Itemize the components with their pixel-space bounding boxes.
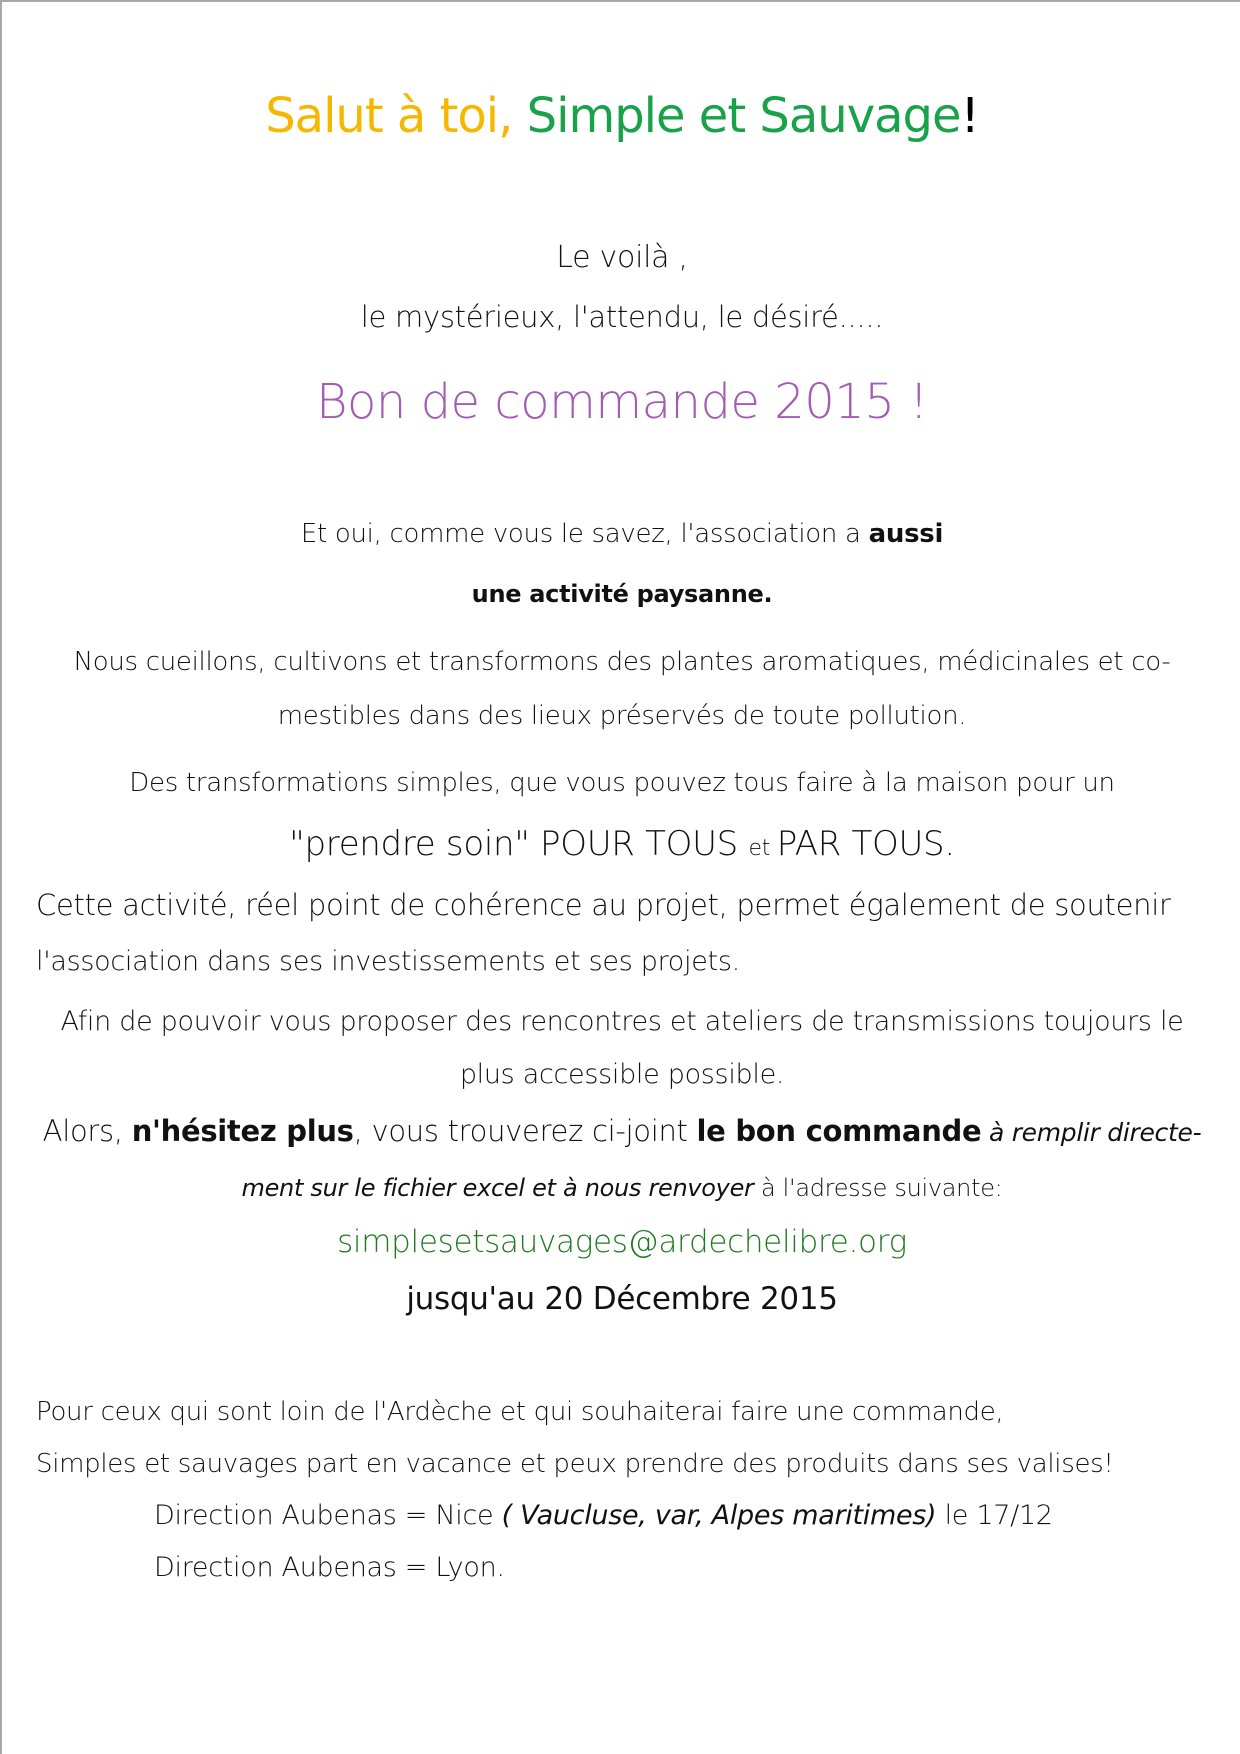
emphasis-activite-paysanne: une activité paysanne. bbox=[471, 580, 773, 608]
intro-line-1: Le voilà , bbox=[556, 240, 688, 275]
paragraph-coherence-line-2: l'association dans ses investissements et ses projets. bbox=[36, 946, 740, 977]
paragraph-transformations-line-1: Des transformations simples, que vous pouvez tous faire à la maison pour un bbox=[129, 768, 1115, 798]
greeting-part-salut: Salut à toi, bbox=[265, 88, 527, 144]
text-italic: ment sur le fichier excel et à nous renvoyer bbox=[241, 1174, 754, 1202]
route-regions: ( Vaucluse, var, Alpes maritimes) bbox=[501, 1500, 937, 1531]
paragraph-travel-line-2: Simples et sauvages part en vacance et peux prendre des produits dans ses valises! bbox=[36, 1449, 1114, 1479]
paragraph-plants-line-1: Nous cueillons, cultivons et transformons des plantes aromatiques, médicinales et co- bbox=[73, 647, 1171, 677]
text: Alors, bbox=[42, 1114, 132, 1148]
emphasis-hesitez: n'hésitez plus bbox=[131, 1114, 354, 1148]
paragraph-association-line-2 bbox=[2, 580, 1240, 608]
text-et: et bbox=[748, 836, 777, 861]
paragraph-travel-line-1: Pour ceux qui sont loin de l'Ardèche et qui souhaiterai faire une commande, bbox=[36, 1397, 1004, 1427]
emphasis-bon-commande: le bon commande bbox=[696, 1114, 982, 1148]
text: Et oui, comme vous le savez, l'association a bbox=[300, 519, 869, 549]
route-aubenas-nice bbox=[154, 1500, 1240, 1531]
text: PAR TOUS. bbox=[776, 824, 955, 864]
greeting-title bbox=[2, 88, 1240, 144]
text-italic: à remplir directe- bbox=[981, 1118, 1202, 1147]
emphasis-aussi: aussi bbox=[868, 519, 944, 549]
greeting-exclamation: ! bbox=[960, 88, 979, 144]
text: "prendre soin" POUR TOUS bbox=[289, 824, 749, 864]
paragraph-prendre-soin bbox=[2, 824, 1240, 864]
paragraph-coherence-line-1: Cette activité, réel point de cohérence au projet, permet également de soutenir bbox=[36, 888, 1171, 922]
route-aubenas-lyon: Direction Aubenas = Lyon. bbox=[154, 1552, 505, 1583]
order-deadline: jusqu'au 20 Décembre 2015 bbox=[406, 1281, 838, 1317]
text: , vous trouverez ci-joint bbox=[353, 1114, 697, 1148]
contact-email-link[interactable]: simplesetsauvages@ardechelibre.org bbox=[337, 1224, 907, 1260]
paragraph-plants-line-2: mestibles dans des lieux préservés de toute pollution. bbox=[277, 701, 967, 731]
paragraph-rencontres-line-1: Afin de pouvoir vous proposer des rencontres et ateliers de transmissions toujours le bbox=[60, 1006, 1184, 1037]
text: Direction Aubenas = Nice bbox=[154, 1500, 502, 1531]
route-date: le 17/12 bbox=[936, 1500, 1053, 1531]
greeting-part-simple-sauvage: Simple et Sauvage bbox=[526, 88, 961, 144]
paragraph-call-to-action-line-2 bbox=[2, 1174, 1240, 1202]
text: à l'adresse suivante: bbox=[753, 1174, 1003, 1202]
order-form-title: Bon de commande 2015 ! bbox=[316, 374, 928, 430]
paragraph-association-line-1 bbox=[2, 519, 1240, 549]
paragraph-rencontres-line-2: plus accessible possible. bbox=[459, 1059, 785, 1090]
intro-line-2: le mystérieux, l'attendu, le désiré..... bbox=[360, 300, 884, 334]
paragraph-call-to-action-line-1 bbox=[2, 1114, 1240, 1148]
